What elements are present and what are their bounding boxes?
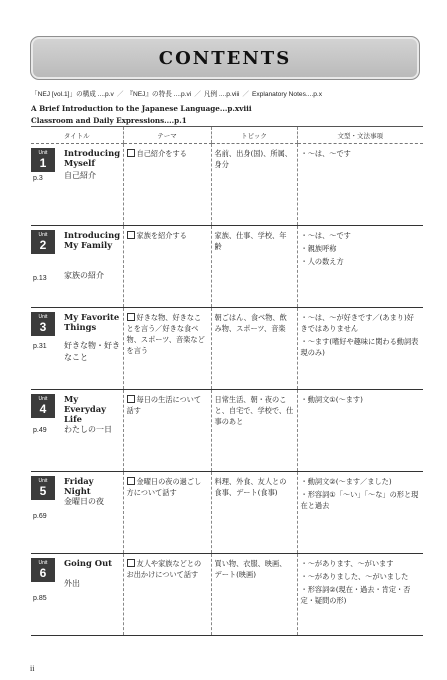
contents-table (31, 126, 423, 636)
unit-page: p.3 (33, 175, 43, 182)
unit-page: p.85 (33, 595, 47, 602)
japanese-intro-entry[interactable]: A Brief Introduction to the Japanese Language...p.xviii (31, 104, 252, 113)
unit-badge (31, 312, 55, 336)
unit-topic-cell (211, 144, 297, 226)
header-theme: テーマ (123, 127, 211, 144)
unit-label: Unit (38, 314, 48, 320)
grammar-text: 〜ます(嗜好や趣味に関わる動詞表現のみ) (300, 337, 419, 358)
header-row (31, 127, 423, 144)
grammar-text: 形容詞①「〜い」「〜な」の形と現在と過去 (300, 490, 419, 511)
unit-title-cell (31, 390, 123, 472)
unit-japanese-title: 好きな物・好きなこと (64, 341, 120, 363)
contents-banner (30, 36, 420, 80)
checkbox-icon[interactable] (127, 559, 135, 567)
unit-topic-cell (211, 226, 297, 308)
unit-japanese-title: 自己紹介 (64, 171, 96, 180)
unit-topic-cell (211, 554, 297, 636)
unit-row[interactable] (31, 390, 423, 472)
header-grammar: 文型・文法事項 (297, 127, 423, 144)
unit-page: p.49 (33, 427, 47, 434)
unit-grammar-cell (297, 144, 423, 226)
front-matter-item[interactable]: 「NEJ [vol.1]」の構成 ....p.v (31, 91, 114, 98)
unit-theme-cell (123, 472, 211, 554)
unit-title-cell (31, 144, 123, 226)
unit-topic: 日常生活、朝・夜のこと、自宅で、学校で、仕事のあと (214, 395, 294, 427)
unit-page: p.13 (33, 275, 47, 282)
unit-theme: 好きな物、好きなことを言う／好きな食べ物、スポーツ、音楽などを言う (126, 313, 205, 356)
grammar-text: 〜があります、〜がいます (307, 559, 394, 568)
unit-badge (31, 230, 55, 254)
unit-title-cell (31, 308, 123, 390)
checkbox-icon[interactable] (127, 395, 135, 403)
unit-theme: 自己紹介をする (136, 149, 187, 158)
classroom-expressions-entry[interactable]: Classroom and Daily Expressions....p.1 (31, 116, 187, 125)
unit-title-cell (31, 554, 123, 636)
front-matter-line: 「NEJ [vol.1]」の構成 ....p.v ／ 『NEJ』の特長 ....p.vi ／ 凡例 ....p.viii ／ Explanatory Notes....p.x (31, 91, 323, 98)
front-matter-item[interactable]: 『NEJ』の特長 ....p.vi (126, 91, 192, 98)
unit-label: Unit (38, 478, 48, 484)
grammar-item: ・〜があります、〜がいます (300, 559, 394, 568)
unit-theme: 家族を紹介する (136, 231, 187, 240)
grammar-text: 動詞文①(〜ます) (307, 395, 363, 404)
grammar-item: ・〜がありました、〜がいました (300, 572, 409, 582)
unit-topic-cell (211, 390, 297, 472)
grammar-item: ・形容詞①「〜い」「〜な」の形と現在と過去 (300, 490, 419, 511)
unit-japanese-title: 金曜日の夜 (64, 497, 104, 506)
unit-theme: 毎日の生活について話す (126, 395, 202, 416)
unit-topic: 朝ごはん、食べ物、飲み物、スポーツ、音楽 (214, 313, 287, 334)
grammar-item: ・〜は、〜です (300, 231, 351, 240)
unit-badge (31, 558, 55, 582)
unit-row[interactable] (31, 308, 423, 390)
unit-topic-cell (211, 472, 297, 554)
grammar-text: 人の数え方 (307, 257, 344, 267)
unit-title[interactable]: Friday Night (64, 476, 94, 497)
header-topic: トピック (211, 127, 297, 144)
unit-title[interactable]: My Favorite Things (64, 312, 120, 333)
unit-badge (31, 476, 55, 500)
grammar-text: 〜は、〜が好きです／(あまり)好きではありません (300, 313, 414, 334)
grammar-item: ・形容詞②(現在・過去・肯定・否定・疑問の形) (300, 585, 411, 606)
unit-grammar-cell (297, 308, 423, 390)
grammar-item: ・動詞文②(〜ます／ました) (300, 477, 392, 486)
header-title: タイトル (31, 127, 123, 144)
grammar-item: ・〜ます(嗜好や趣味に関わる動詞表現のみ) (300, 337, 419, 358)
unit-theme-cell (123, 144, 211, 226)
unit-page: p.31 (33, 343, 47, 350)
unit-grammar-cell (297, 226, 423, 308)
unit-number: 6 (39, 566, 47, 580)
unit-page: p.69 (33, 513, 47, 520)
front-matter-item[interactable]: 凡例 ....p.viii (203, 91, 240, 98)
unit-japanese-title: わたしの一日 (64, 425, 112, 434)
unit-grammar-cell (297, 390, 423, 472)
unit-topic: 料理、外食、友人との食事、デート(食事) (214, 477, 287, 498)
unit-label: Unit (38, 232, 48, 238)
grammar-text: 〜は、〜です (307, 231, 351, 240)
front-matter-item[interactable]: Explanatory Notes....p.x (252, 91, 323, 98)
grammar-text: 形容詞②(現在・過去・肯定・否定・疑問の形) (300, 585, 411, 606)
page-title: CONTENTS (158, 47, 292, 69)
unit-theme: 友人や家族などとのお出かけについて話す (126, 559, 202, 580)
unit-number: 2 (39, 238, 47, 252)
unit-japanese-title: 外出 (64, 579, 80, 588)
unit-grammar-cell (297, 554, 423, 636)
unit-theme-cell (123, 554, 211, 636)
checkbox-icon[interactable] (127, 149, 135, 157)
unit-number: 1 (39, 156, 47, 170)
grammar-item: ・〜は、〜が好きです／(あまり)好きではありません (300, 313, 414, 334)
unit-row[interactable] (31, 472, 423, 554)
grammar-text: 動詞文②(〜ます／ました) (307, 477, 392, 486)
unit-label: Unit (38, 150, 48, 156)
grammar-item: ・動詞文①(〜ます) (300, 395, 363, 404)
unit-label: Unit (38, 560, 48, 566)
unit-title[interactable]: Introducing Myself (64, 148, 121, 169)
unit-row[interactable] (31, 144, 423, 226)
checkbox-icon[interactable] (127, 231, 135, 239)
grammar-text: 親族呼称 (307, 244, 337, 254)
checkbox-icon[interactable] (127, 477, 135, 485)
unit-label: Unit (38, 396, 48, 402)
unit-number: 4 (39, 402, 47, 416)
unit-title[interactable]: Introducing My Family (64, 230, 121, 251)
unit-topic: 家族、仕事、学校、年齢 (214, 231, 287, 252)
unit-number: 3 (39, 320, 47, 334)
unit-topic-cell (211, 308, 297, 390)
unit-title-cell (31, 226, 123, 308)
unit-theme-cell (123, 226, 211, 308)
unit-title[interactable]: Going Out (64, 558, 113, 568)
grammar-item: ・親族呼称 (300, 244, 337, 254)
unit-title[interactable]: My Everyday Life (64, 394, 107, 425)
unit-topic: 買い物、衣服、映画、デート(映画) (214, 559, 287, 580)
unit-topic: 名前、出身(国)、所属、身分 (214, 149, 292, 170)
unit-title-cell (31, 472, 123, 554)
grammar-item: ・人の数え方 (300, 257, 344, 267)
unit-number: 5 (39, 484, 47, 498)
checkbox-icon[interactable] (127, 313, 135, 321)
grammar-text: 〜は、〜です (307, 149, 351, 158)
unit-row[interactable] (31, 226, 423, 308)
unit-theme-cell (123, 390, 211, 472)
unit-japanese-title: 家族の紹介 (64, 271, 104, 280)
unit-theme: 金曜日の夜の過ごし方について話す (126, 477, 202, 498)
unit-theme-cell (123, 308, 211, 390)
unit-badge (31, 148, 55, 172)
unit-grammar-cell (297, 472, 423, 554)
grammar-text: 〜がありました、〜がいました (307, 572, 409, 582)
unit-badge (31, 394, 55, 418)
unit-row[interactable] (31, 554, 423, 636)
grammar-item: ・〜は、〜です (300, 149, 351, 158)
page-number: ii (30, 664, 35, 673)
